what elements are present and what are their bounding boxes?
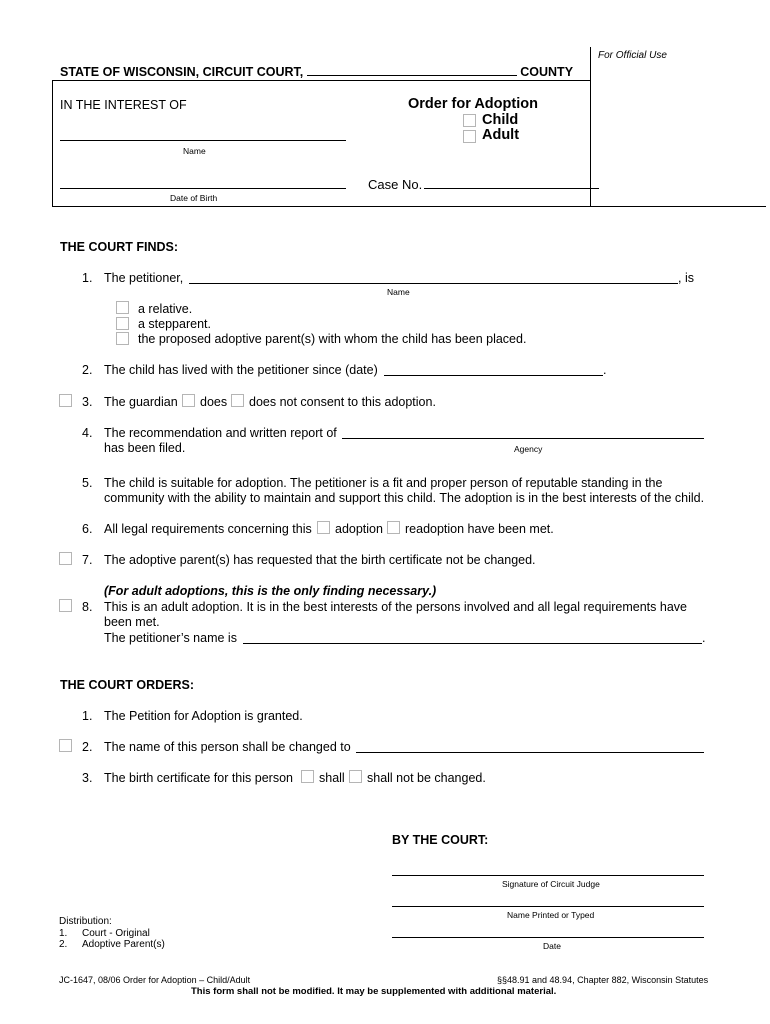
petitioner-name-field[interactable] <box>189 283 678 284</box>
judge-signature-label: Signature of Circuit Judge <box>502 879 600 889</box>
new-name-field[interactable] <box>356 752 704 753</box>
find-5-line1: The child is suitable for adoption. The petitioner is a fit and proper person of reputable standing in the <box>104 476 663 490</box>
find-4-number: 4. <box>82 426 93 440</box>
find-3-number: 3. <box>82 395 93 409</box>
date-field[interactable] <box>392 937 704 938</box>
order-3-number: 3. <box>82 771 93 785</box>
find-7-number: 7. <box>82 553 93 567</box>
find-3-text-c: does not consent to this adoption. <box>249 395 436 409</box>
guardian-does-not-checkbox[interactable] <box>231 394 244 407</box>
printed-name-field[interactable] <box>392 906 704 907</box>
find-1-number: 1. <box>82 271 93 285</box>
relative-option: a relative. <box>138 302 193 316</box>
find-1-text: The petitioner, <box>104 271 184 285</box>
order-3-text-c: shall not be changed. <box>367 771 486 785</box>
petitioner-name-label: Name <box>387 287 410 297</box>
relative-checkbox[interactable] <box>116 301 129 314</box>
case-number-label: Case No. <box>368 177 423 192</box>
distribution-1-text: Court - Original <box>82 928 150 939</box>
order-1-number: 1. <box>82 709 93 723</box>
find-4-line2: has been filed. <box>104 441 186 455</box>
name-field-label: Name <box>183 146 206 156</box>
interest-of-label: IN THE INTEREST OF <box>60 98 187 112</box>
distribution-label: Distribution: <box>59 916 112 927</box>
find-8-line1: This is an adult adoption. It is in the best interests of the persons involved and all legal requirements have <box>104 600 687 614</box>
find-2-number: 2. <box>82 363 93 377</box>
find-6-number: 6. <box>82 522 93 536</box>
find-4-line1: The recommendation and written report of <box>104 426 337 440</box>
agency-label: Agency <box>514 444 543 454</box>
header-left-rule <box>52 80 53 206</box>
official-use-divider <box>590 47 591 207</box>
statutes: §§48.91 and 48.94, Chapter 882, Wisconsin Statutes <box>497 975 709 985</box>
form-title: Order for Adoption <box>408 96 538 112</box>
find-6-text-a: All legal requirements concerning this <box>104 522 312 536</box>
court-prefix: STATE OF WISCONSIN, CIRCUIT COURT, <box>60 65 304 79</box>
dob-field-label: Date of Birth <box>170 193 218 203</box>
case-number-field[interactable] <box>424 188 599 189</box>
name-field[interactable] <box>60 140 346 141</box>
adult-option-label: Adult <box>482 127 520 143</box>
guardian-does-checkbox[interactable] <box>182 394 195 407</box>
distribution-1-number: 1. <box>59 928 68 939</box>
find-7-text: The adoptive parent(s) has requested that the birth certificate not be changed. <box>104 553 536 567</box>
find-8-suffix: . <box>702 631 706 645</box>
order-2-number: 2. <box>82 740 93 754</box>
order-3-text-a: The birth certificate for this person <box>104 771 293 785</box>
find-6-text-b: adoption <box>335 522 383 536</box>
readoption-checkbox[interactable] <box>387 521 400 534</box>
court-line <box>60 64 573 79</box>
find-5-line2: community with the ability to maintain and support this child. The adoption is in the best interests of the child. <box>104 491 705 505</box>
adult-checkbox[interactable] <box>463 130 476 143</box>
stepparent-checkbox[interactable] <box>116 317 129 330</box>
date-label: Date <box>543 941 561 951</box>
adoptive-parent-option: the proposed adoptive parent(s) with whom the child has been placed. <box>138 332 527 346</box>
find-8-note: (For adult adoptions, this is the only finding necessary.) <box>104 584 437 598</box>
order-3-text-b: shall <box>319 771 345 785</box>
adoption-checkbox[interactable] <box>317 521 330 534</box>
lived-since-date-field[interactable] <box>384 375 603 376</box>
county-label: COUNTY <box>520 65 574 79</box>
find-3-text-b: does <box>200 395 228 409</box>
order-2-checkbox[interactable] <box>59 739 72 752</box>
petitioner-new-name-field[interactable] <box>243 643 702 644</box>
find-8-number: 8. <box>82 600 93 614</box>
form-id: JC-1647, 08/06 Order for Adoption – Child/Adult <box>59 975 251 985</box>
judge-signature-field[interactable] <box>392 875 704 876</box>
shall-checkbox[interactable] <box>301 770 314 783</box>
find-8-line2: been met. <box>104 615 160 629</box>
shall-not-checkbox[interactable] <box>349 770 362 783</box>
court-orders-heading: THE COURT ORDERS: <box>60 678 195 692</box>
printed-name-label: Name Printed or Typed <box>507 910 595 920</box>
find-5-number: 5. <box>82 476 93 490</box>
order-1-text: The Petition for Adoption is granted. <box>104 709 303 723</box>
find-2-text: The child has lived with the petitioner since (date) <box>104 363 378 377</box>
modification-notice: This form shall not be modified. It may be supplemented with additional material. <box>191 986 557 997</box>
official-use-label: For Official Use <box>598 50 667 61</box>
find-3-text-a: The guardian <box>104 395 178 409</box>
distribution-2-number: 2. <box>59 939 68 950</box>
find-7-checkbox[interactable] <box>59 552 72 565</box>
child-checkbox[interactable] <box>463 114 476 127</box>
find-3-checkbox[interactable] <box>59 394 72 407</box>
find-1-suffix: , is <box>678 271 694 285</box>
court-finds-heading: THE COURT FINDS: <box>60 240 179 254</box>
order-2-text: The name of this person shall be changed to <box>104 740 351 754</box>
agency-field[interactable] <box>342 438 704 439</box>
find-6-text-c: readoption have been met. <box>405 522 554 536</box>
find-2-suffix: . <box>603 363 607 377</box>
header-bottom-rule <box>52 206 766 207</box>
adoptive-parent-checkbox[interactable] <box>116 332 129 345</box>
find-8-line3: The petitioner’s name is <box>104 631 237 645</box>
stepparent-option: a stepparent. <box>138 317 211 331</box>
child-option-label: Child <box>482 112 519 128</box>
find-8-checkbox[interactable] <box>59 599 72 612</box>
dob-field[interactable] <box>60 188 346 189</box>
header-top-rule <box>52 80 591 81</box>
by-the-court-heading: BY THE COURT: <box>392 833 489 847</box>
distribution-2-text: Adoptive Parent(s) <box>82 939 165 950</box>
county-field[interactable] <box>307 64 517 76</box>
